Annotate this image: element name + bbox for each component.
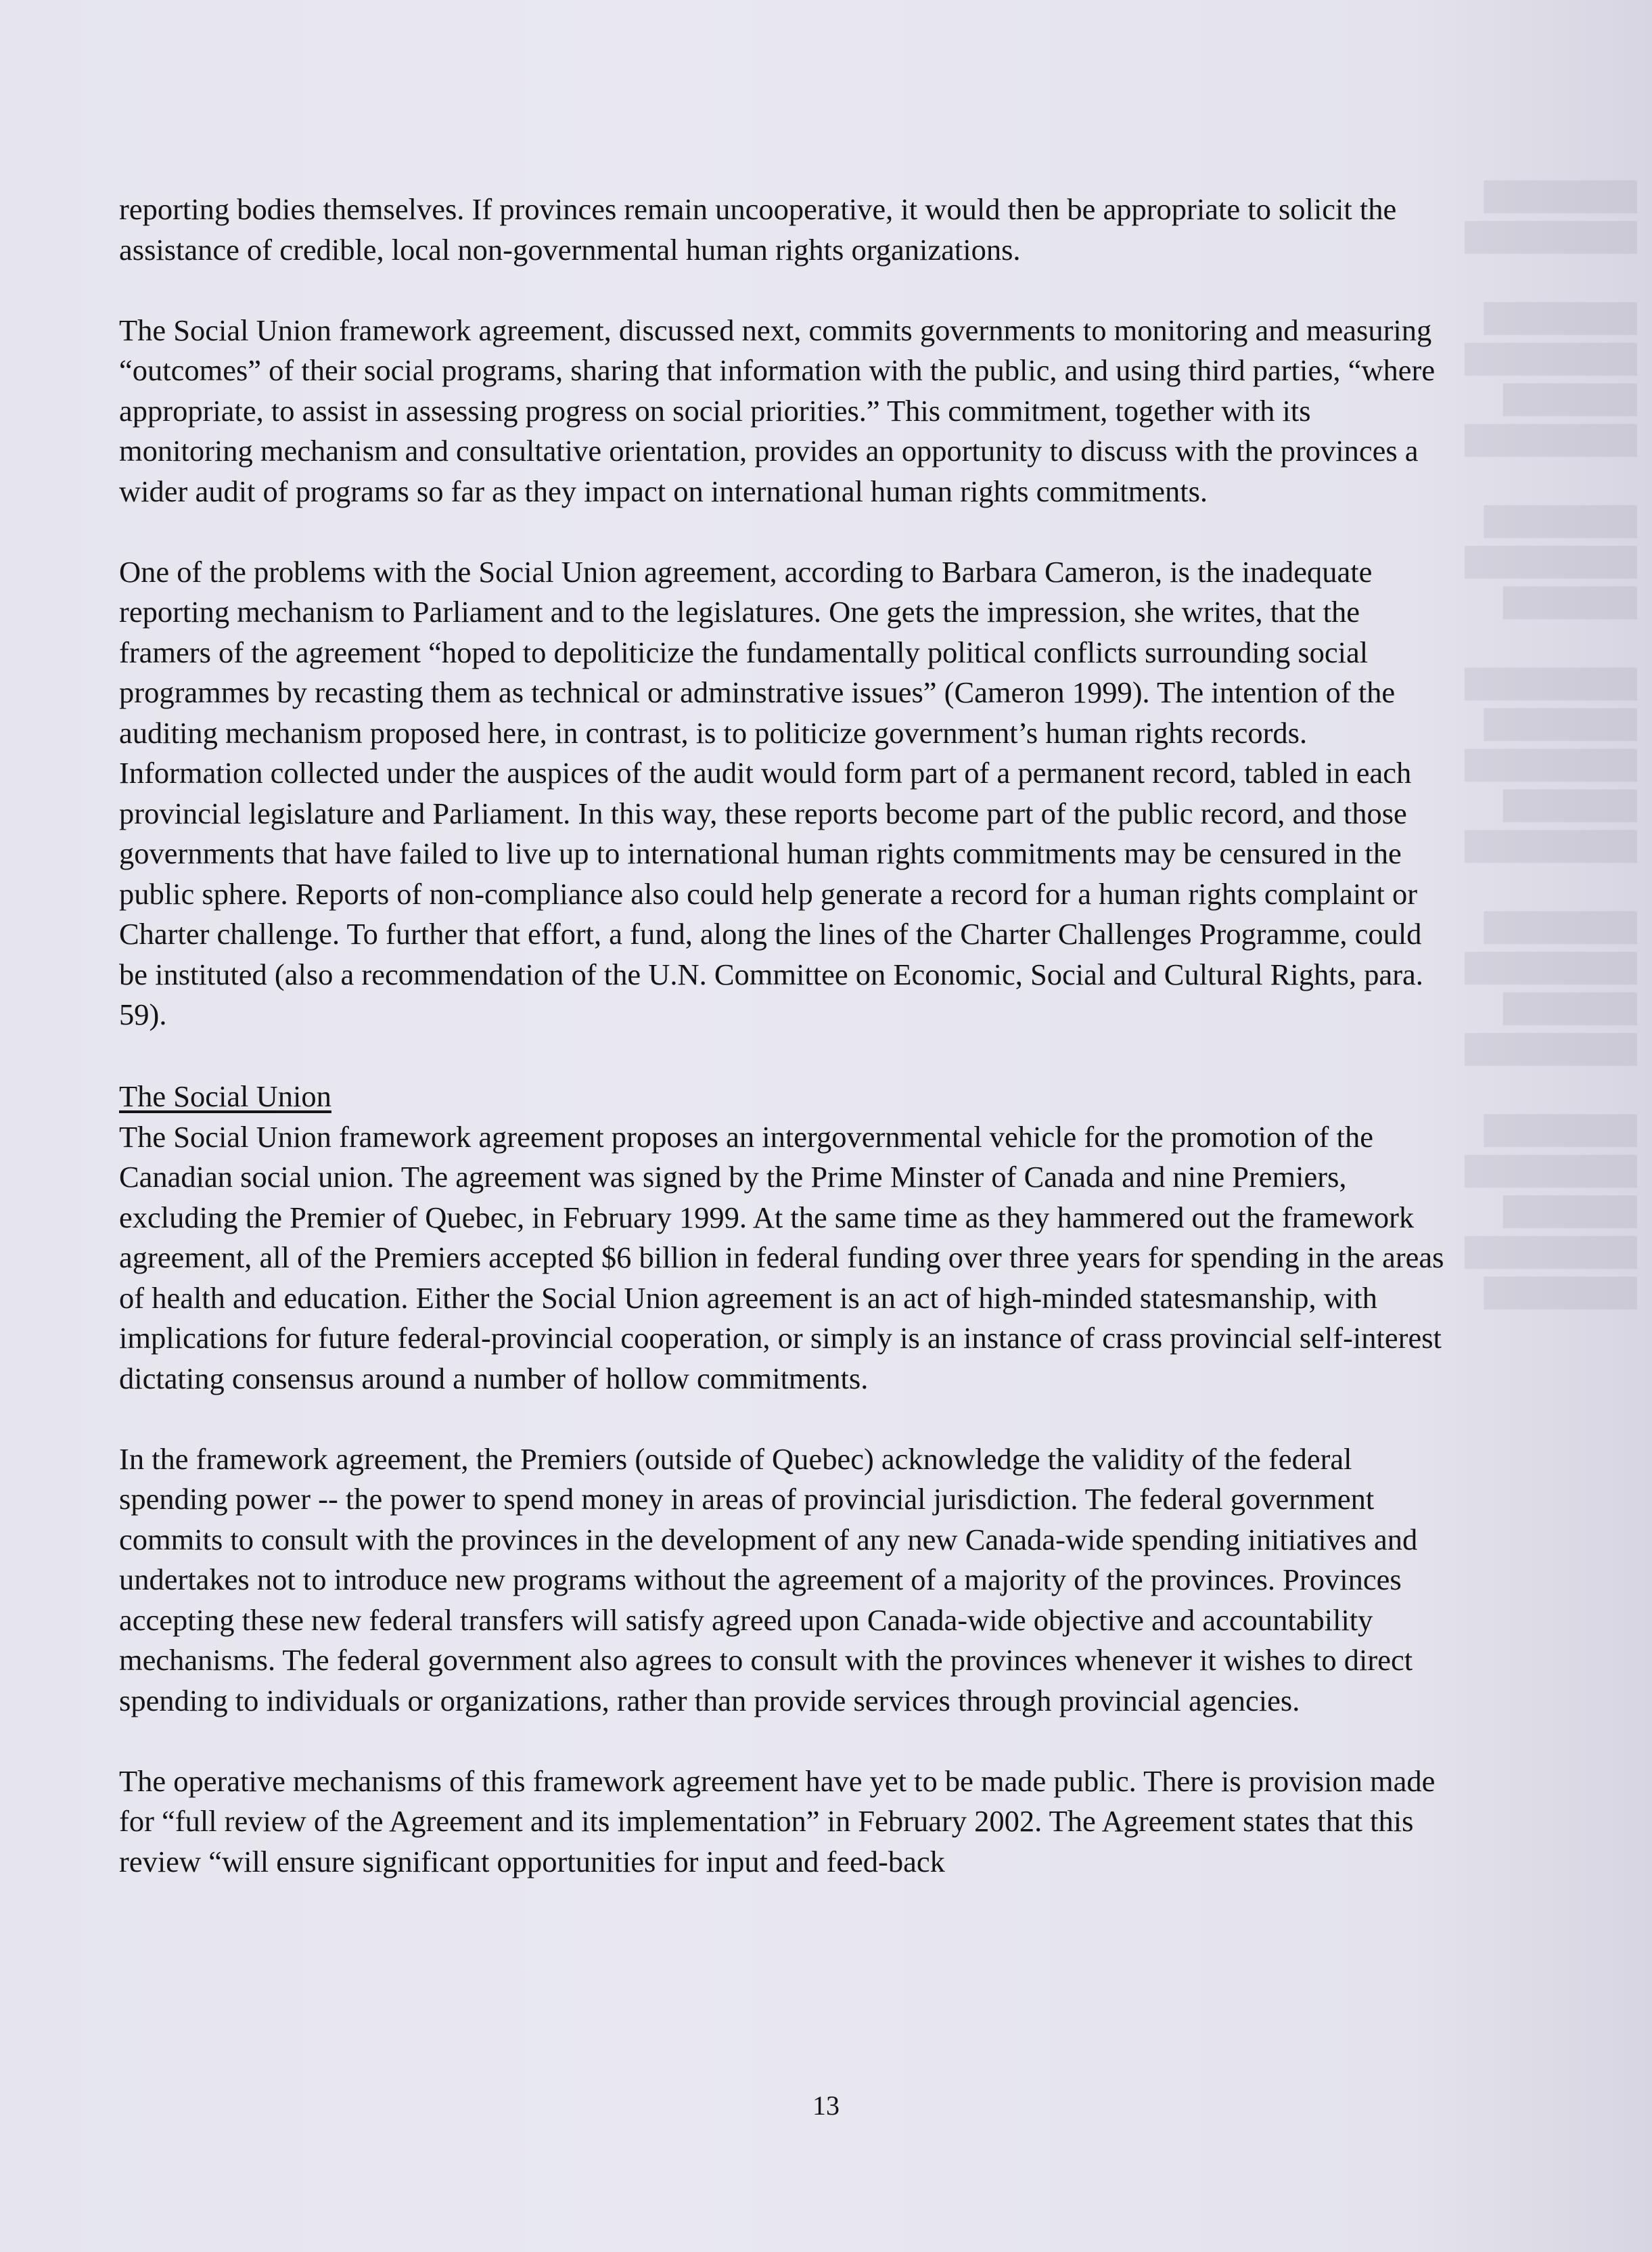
- page-number: 13: [812, 2090, 840, 2121]
- paragraph-2: The Social Union framework agreement, discussed next, commits governments to monitoring and measuring “outcomes” of their social programs, sharing that information with the public, and using third parties, “where appropriate, to assist in assessing progress on social priorities.” This commitment, together with its monitoring mechanism and consultative orientation, provides an opportunity to discuss with the provinces a wider audit of programs so far as they impact on international human rights commitments.: [119, 313, 1436, 508]
- paragraph-spacer: [119, 1035, 1445, 1076]
- section-paragraph-1: The Social Union framework agreement proposes an intergovernmental vehicle for the promotion of the Canadian social union. The agreement was signed by the Prime Minster of Canada and nine Premiers, excluding the Premier of Quebec, in February 1999. At the same time as they hammered out the framework agreement, all of the Premiers accepted $6 billion in federal funding over three years for spending in the areas of health and education. Either the Social Union agreement is an act of high-minded statesmanship, with implications for future federal-provincial cooperation, or simply is an instance of crass provincial self-interest dictating consensus around a number of hollow commitments.: [119, 1119, 1444, 1395]
- section-paragraph-3: The operative mechanisms of this framework agreement have yet to be made public. There is provision made for “full review of the Agreement and its implementation” in February 2002. The Agreement states that this review “will ensure significant opportunities for input and feed-back: [119, 1763, 1436, 1878]
- paragraph-spacer: [119, 270, 1445, 311]
- paragraph-3: One of the problems with the Social Union agreement, according to Barbara Cameron, is the inadequate reporting mechanism to Parliament and to the legislatures. One gets the impression, she writes, that the framers of the agreement “hoped to depoliticize the fundamentally political conflicts surrounding social programmes by recasting them as technical or adminstrative issues” (Cameron 1999). The intention of the auditing mechanism proposed here, in contrast, is to politicize government’s human rights records. Information collected under the auspices of the audit would form part of a permanent record, tabled in each provincial legislature and Parliament. In this way, these reports become part of the public record, and those governments that have failed to live up to international human rights commitments may be censured in the public sphere. Reports of non-compliance also could help generate a record for a human rights complaint or Charter challenge. To further that effort, a fund, along the lines of the Charter Challenges Programme, could be instituted (also a recommendation of the U.N. Committee on Economic, Social and Cultural Rights, para. 59).: [119, 554, 1423, 1031]
- section-paragraph-2: In the framework agreement, the Premiers (outside of Quebec) acknowledge the validity of the federal spending power -- the power to spend money in areas of provincial jurisdiction. The federal government commits to consult with the provinces in the development of any new Canada-wide spending initiatives and undertakes not to introduce new programs without the agreement of a majority of the provinces. Provinces accepting these new federal transfers will satisfy agreed upon Canada-wide objective and accountability mechanisms. The federal government also agrees to consult with the provinces whenever it wishes to direct spending to individuals or organizations, rather than provide services through provincial agencies.: [119, 1441, 1418, 1717]
- paragraph-spacer: [119, 512, 1445, 552]
- paragraph-1: reporting bodies themselves. If provinces remain uncooperative, it would then be appropriate to solicit the assistance of credible, local non-governmental human rights organizations.: [119, 192, 1397, 267]
- paragraph-spacer: [119, 1399, 1445, 1439]
- document-body: [119, 189, 1445, 1882]
- section-heading: The Social Union: [119, 1079, 331, 1113]
- bleed-through-shadow: ████████ █████████ ████████ █████████ ███████ █████████ ████████ █████████ ███████ █████████ ████████ █████████ ███████ █████████ ████████ █████████ ███████ █████████ ████████ █████████ ███████ █████████ ████████: [1464, 181, 1637, 1307]
- paragraph-spacer: [119, 1721, 1445, 1761]
